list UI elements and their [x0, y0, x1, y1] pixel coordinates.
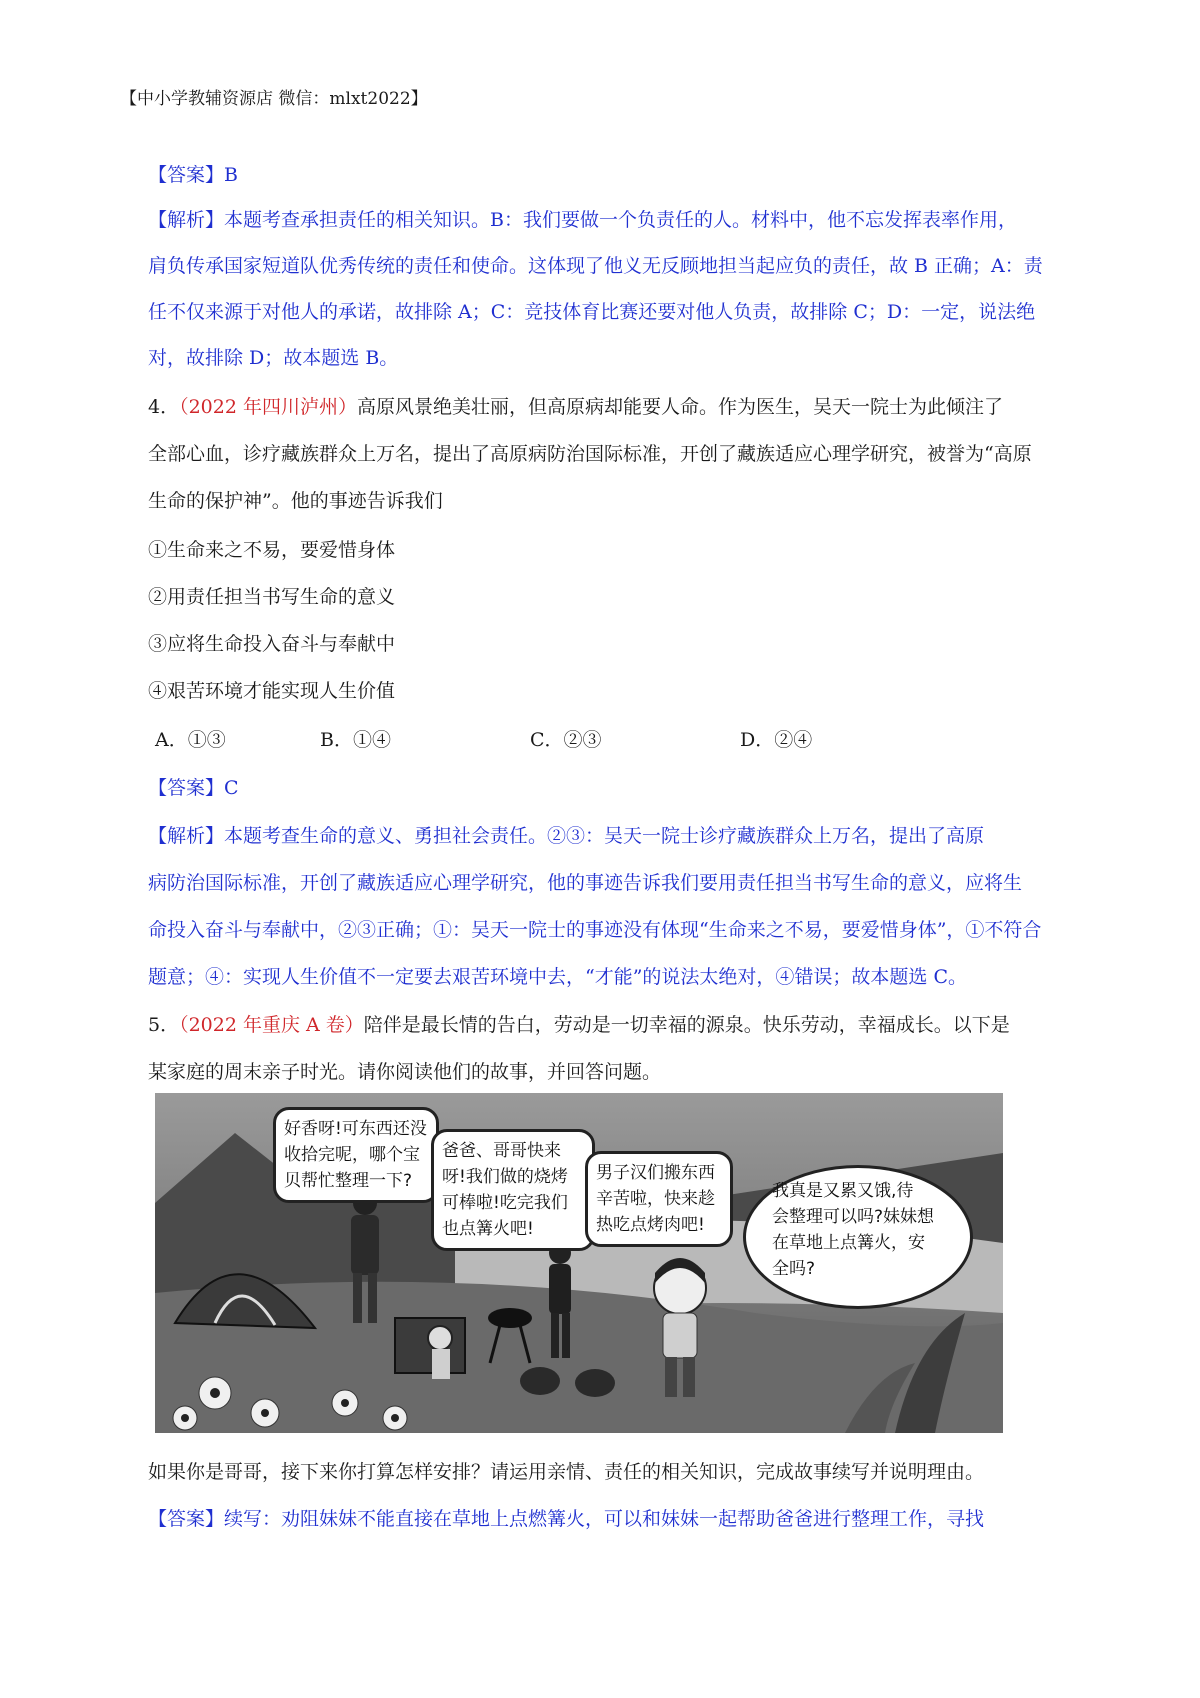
thought-bubble-brother: 我真是又累又饿,待 会整理可以吗?妹妹想 在草地上点篝火，安 全吗? [743, 1165, 973, 1309]
q4-stem-text: 高原风景绝美壮丽，但高原病却能要人命。作为医生，吴天一院士为此倾注了 [357, 396, 1004, 418]
q4-stem-line: 全部心血，诊疗藏族群众上万名，提出了高原病防治国际标准，开创了藏族适应心理学研究，被誉为“高原 [148, 443, 1032, 465]
q4-stem-first [148, 392, 1003, 419]
q5-number: 5． [148, 1014, 180, 1036]
q5-question: 如果你是哥哥，接下来你打算怎样安排？请运用亲情、责任的相关知识，完成故事续写并说明理由。 [148, 1461, 985, 1483]
q4-analysis-line: 命投入奋斗与奉献中，②③正确；①：吴天一院士的事迹没有体现“生命来之不易，要爱惜身体”，①不符合 [148, 919, 1042, 941]
q4-statement-4: ④艰苦环境才能实现人生价值 [148, 680, 396, 702]
q5-stem-line: 某家庭的周末亲子时光。请你阅读他们的故事，并回答问题。 [148, 1061, 662, 1083]
q4-option-d: D．②④ [740, 729, 813, 751]
q4-stem-line: 生命的保护神”。他的事迹告诉我们 [148, 490, 443, 512]
q3-analysis-line: 对，故排除 D；故本题选 B。 [148, 347, 399, 369]
q4-statement-3: ③应将生命投入奋斗与奉献中 [148, 633, 396, 655]
q3-analysis-line: 肩负传承国家短道队优秀传统的责任和使命。这体现了他义无反顾地担当起应负的责任，故 B 正确；A：责 [148, 255, 1043, 277]
q4-analysis-line: 病防治国际标准，开创了藏族适应心理学研究，他的事迹告诉我们要用责任担当书写生命的意义，应将生 [148, 872, 1023, 894]
q4-answer: 【答案】C [148, 777, 239, 799]
page-header: 【中小学教辅资源店 微信：mlxt2022】 [120, 89, 428, 109]
q5-stem-first [148, 1010, 1010, 1037]
q3-answer: 【答案】B [148, 164, 238, 186]
q4-statement-1: ①生命来之不易，要爱惜身体 [148, 539, 396, 561]
family-picnic-illustration [155, 1093, 1003, 1433]
q4-analysis-line: 【解析】本题考查生命的意义、勇担社会责任。②③：吴天一院士诊疗藏族群众上万名，提出了高原 [148, 825, 985, 847]
q5-answer: 【答案】续写：劝阻妹妹不能直接在草地上点燃篝火，可以和妹妹一起帮助爸爸进行整理工作，寻找 [148, 1508, 985, 1530]
q4-source: （2022 年四川泸州） [179, 396, 357, 418]
q5-source: （2022 年重庆 A 卷） [179, 1014, 364, 1036]
speech-bubble-mom: 男子汉们搬东西 辛苦啦，快来趁 热吃点烤肉吧! [585, 1151, 733, 1247]
q4-option-a: A．①③ [155, 729, 226, 751]
q4-option-b: B．①④ [320, 729, 391, 751]
q3-analysis-line: 任不仅来源于对他人的承诺，故排除 A；C：竞技体育比赛还要对他人负责，故排除 C；D：一定，说法绝 [148, 301, 1036, 323]
q4-analysis-line: 题意；④：实现人生价值不一定要去艰苦环境中去，“才能”的说法太绝对，④错误；故本题选 C。 [148, 966, 968, 988]
q4-option-c: C．②③ [530, 729, 602, 751]
speech-bubble-dad: 好香呀!可东西还没 收拾完呢，哪个宝 贝帮忙整理一下? [273, 1107, 439, 1203]
speech-bubble-sister: 爸爸、哥哥快来 呀!我们做的烧烤 可棒啦!吃完我们 也点篝火吧! [431, 1129, 595, 1251]
q4-statement-2: ②用责任担当书写生命的意义 [148, 586, 396, 608]
q4-number: 4． [148, 396, 180, 418]
q3-analysis-line: 【解析】本题考查承担责任的相关知识。B：我们要做一个负责任的人。材料中，他不忘发挥表率作用， [148, 209, 1017, 231]
q5-stem-text: 陪伴是最长情的告白，劳动是一切幸福的源泉。快乐劳动，幸福成长。以下是 [363, 1014, 1010, 1036]
